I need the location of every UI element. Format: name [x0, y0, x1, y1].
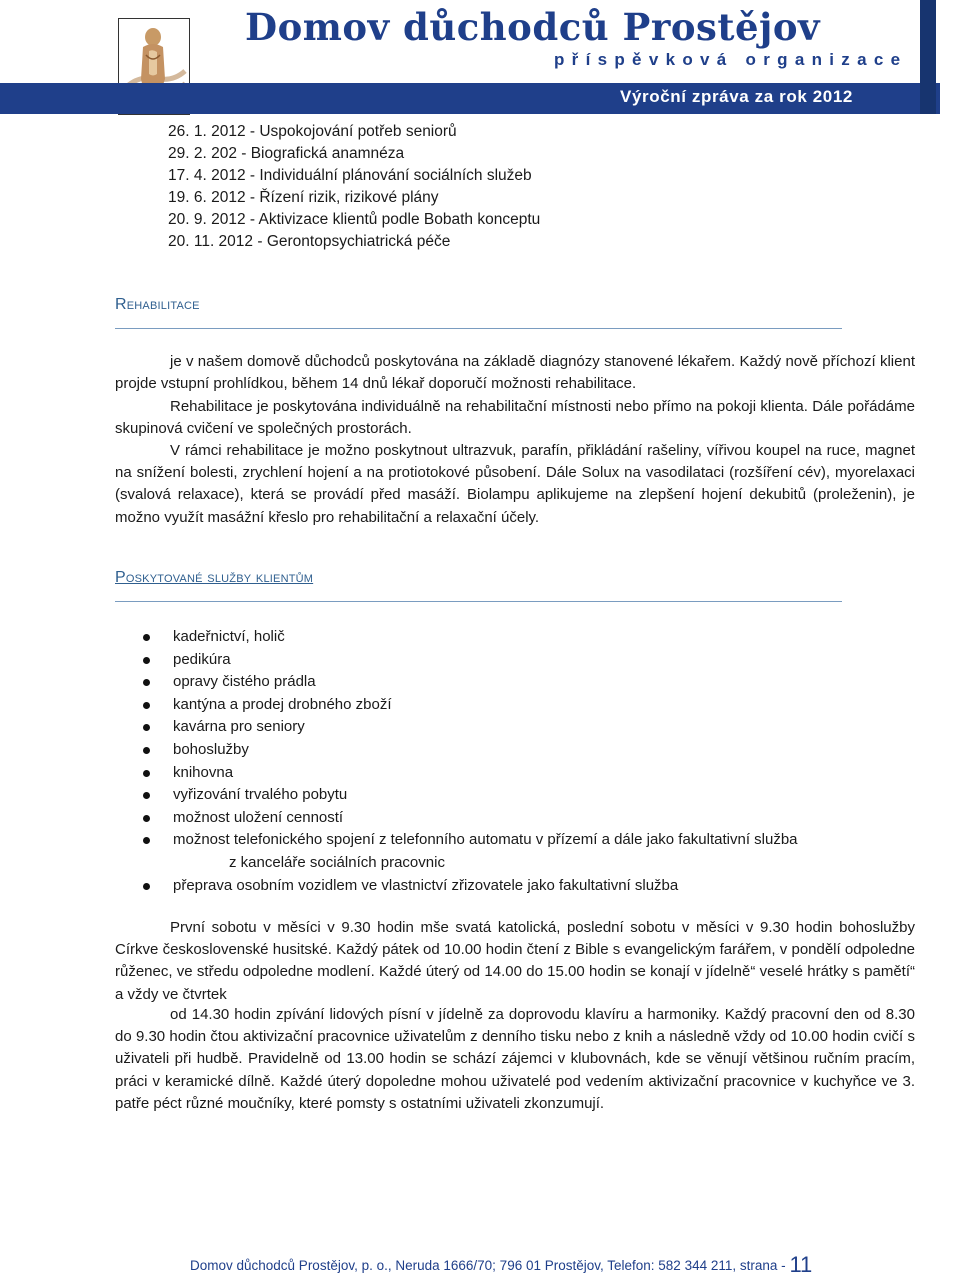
list-item: 20. 9. 2012 - Aktivizace klientů podle Bobath konceptu [168, 211, 541, 228]
bullet-icon [143, 770, 150, 777]
page-footer [190, 1252, 812, 1278]
training-dates-list [168, 121, 540, 253]
bullet-icon [143, 657, 150, 664]
report-title: Výroční zpráva za rok 2012 [620, 87, 853, 106]
list-item: vyřizování trvalého pobytu [143, 784, 918, 807]
rehab-paragraph-2: Rehabilitace je poskytována individuálně na rehabilitační místnosti nebo přímo na pokoji klienta. Dále pořádáme skupinová cvičení ve společných prostorách. [115, 398, 915, 438]
bullet-icon [143, 747, 150, 754]
footer-page-label: strana - [739, 1258, 786, 1273]
rehab-paragraph-1: je v našem domově důchodců poskytována na základě diagnózy stanovené lékařem. Každý nově příchozí klient projde vstupní prohlídkou, během 14 dnů lékař doporučí možnosti rehabilitace. [115, 353, 915, 393]
list-item: 17. 4. 2012 - Individuální plánování sociálních služeb [168, 167, 532, 184]
list-item: pedikúra [143, 649, 918, 672]
bullet-icon [143, 883, 150, 890]
bullet-icon [143, 634, 150, 641]
list-item: kavárna pro seniory [143, 716, 918, 739]
bullet-icon [143, 702, 150, 709]
activities-paragraph-1: První sobotu v měsíci v 9.30 hodin mše svatá katolická, poslední sobotu v měsíci v 9.30 hodin bohoslužby Církve československé husitské. Každý pátek od 10.00 hodin čtení z Bible s evangelickým farářem, v pondělí odpoledne růženec, ve středu odpoledne modlení. Každé úterý od 14.00 do 15.00 hodin se konají v jídelně“ veselé hrátky s pamětí“ a vždy ve čtvrtek [115, 919, 915, 1003]
section-heading-rehab: Rehabilitace [115, 296, 200, 313]
section-heading-services: Poskytované služby klientům [115, 569, 314, 586]
page-number: 11 [789, 1252, 813, 1277]
bullet-icon [143, 679, 150, 686]
services-list [143, 626, 918, 897]
section-divider [115, 601, 842, 602]
list-item: 26. 1. 2012 - Uspokojování potřeb seniorů [168, 123, 457, 140]
footer-address: Domov důchodců Prostějov, p. o., Neruda 1666/70; 796 01 Prostějov, Telefon: 582 344 211, [190, 1258, 737, 1273]
list-item: knihovna [143, 762, 918, 785]
org-name: Domov důchodců Prostějov [245, 5, 821, 49]
activities-paragraph-2: od 14.30 hodin zpívání lidových písní v jídelně za doprovodu klavíru a harmoniky. Každý pracovní den od 8.30 do 9.30 hodin čtou aktivizační pracovnice uživatelům z denního tisku nebo z knih a následně vždy od 10.00 hodin cvičí s uživateli při hudbě. Pravidelně od 13.00 hodin se schází zájemci v klubovnách, kde se věnují většinou ručním pracím, práci v keramické dílně. Každé úterý dopoledne mohou uživatelé pod vedením aktivizační pracovnice v kuchyňce ve 3. patře péct různé moučníky, které pomsty s ostatními uživateli zkonzumují. [115, 1006, 915, 1112]
list-item: bohoslužby [143, 739, 918, 762]
rehab-paragraph-3: V rámci rehabilitace je možno poskytnout ultrazvuk, parafín, přikládání rašeliny, vířivou koupel na ruce, magnet na snížení bolesti, zrychlení hojení a na protiotokové působení. Dále Solux na vasodilataci (rozšíření cév), myorelaxaci (svalová relaxace), která se provádí před masáží. Biolampu aplikujeme na zlepšení hojení dekubitů (proleženin), je možno využít masážní křeslo pro rehabilitační a relaxační účely. [115, 442, 915, 526]
list-item: možnost telefonického spojení z telefonního automatu v přízemí a dále jako fakultativní služba z kanceláře sociálních pracovnic [143, 829, 918, 874]
org-type: příspěvková organizace [554, 50, 908, 69]
list-item: možnost uložení cenností [143, 807, 918, 830]
header-bar-accent [920, 0, 936, 114]
list-item: přeprava osobním vozidlem ve vlastnictví zřizovatele jako fakultativní služba [143, 875, 918, 898]
list-item: 20. 11. 2012 - Gerontopsychiatrická péče [168, 233, 451, 250]
list-item: opravy čistého prádla [143, 671, 918, 694]
list-item: kadeřnictví, holič [143, 626, 918, 649]
bullet-icon [143, 837, 150, 844]
list-item: 29. 2. 202 - Biografická anamnéza [168, 145, 405, 162]
list-item: kantýna a prodej drobného zboží [143, 694, 918, 717]
list-item: 19. 6. 2012 - Řízení rizik, rizikové plány [168, 189, 439, 206]
section-divider [115, 328, 842, 329]
list-item-continuation: z kanceláře sociálních pracovnic [229, 853, 445, 871]
bullet-icon [143, 724, 150, 731]
bullet-icon [143, 815, 150, 822]
bullet-icon [143, 792, 150, 799]
